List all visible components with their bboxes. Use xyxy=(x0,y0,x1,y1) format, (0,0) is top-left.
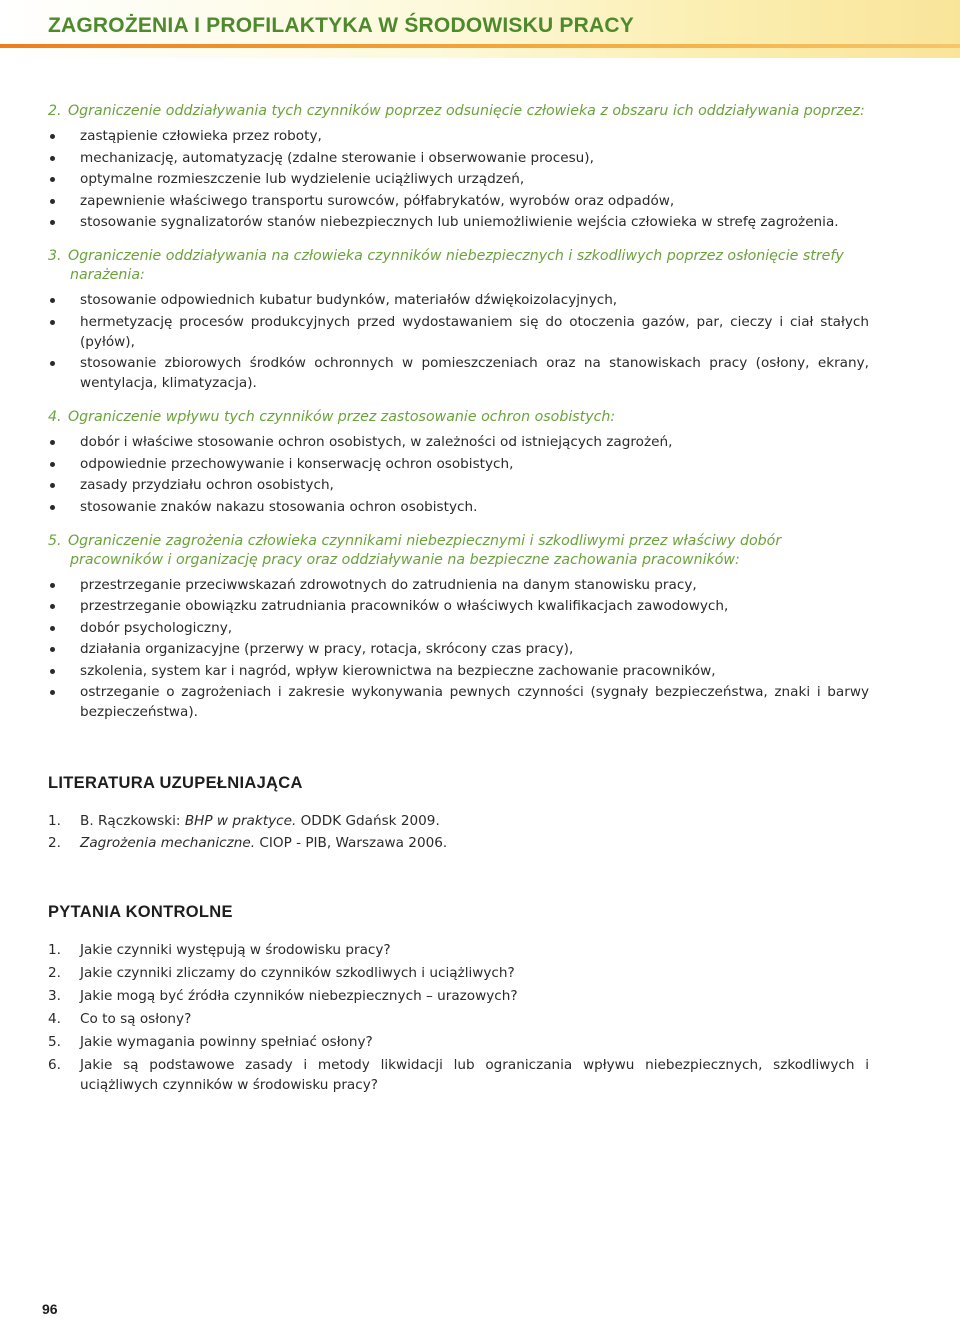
bullet-icon xyxy=(50,583,55,588)
section-5 xyxy=(48,532,869,723)
list-item xyxy=(48,682,869,722)
question-text: Jakie czynniki zliczamy do czynników szkodliwych i uciążliwych? xyxy=(80,964,515,981)
list-item-text: zasady przydziału ochron osobistych, xyxy=(80,477,334,493)
section-title xyxy=(48,532,869,570)
list-number: 1. xyxy=(48,813,61,829)
header-rule xyxy=(0,44,960,48)
list-item xyxy=(48,169,869,189)
page-number: 96 xyxy=(42,1301,58,1317)
bullet-icon xyxy=(50,320,55,325)
list-item-text: zapewnienie właściwego transportu surowców, półfabrykatów, wyrobów oraz odpadów, xyxy=(80,192,675,209)
list-item-text: stosowanie zbiorowych środków ochronnych w pomieszczeniach oraz na stanowiskach pracy (osłony, ekrany, wentylacja, klimatyzacja). xyxy=(80,355,869,391)
section-number: 2. xyxy=(48,103,62,119)
list-item xyxy=(48,963,869,983)
section-number: 4. xyxy=(48,409,62,425)
bullet-icon xyxy=(50,220,55,225)
reference-publisher: ODDK Gdańsk 2009. xyxy=(296,813,440,829)
bullet-list xyxy=(48,290,869,393)
bullet-icon xyxy=(50,647,55,652)
list-item-text: przestrzeganie obowiązku zatrudniania pracowników o właściwych kwalifikacjach zawodowych, xyxy=(80,598,729,614)
list-item xyxy=(48,986,869,1006)
list-item xyxy=(48,148,869,168)
list-item-text: mechanizację, automatyzację (zdalne sterowanie i obserwowanie procesu), xyxy=(80,149,594,166)
page-header-title: ZAGROŻENIA I PROFILAKTYKA W ŚRODOWISKU PRACY xyxy=(48,14,634,37)
list-number: 6. xyxy=(48,1056,61,1073)
bullet-icon xyxy=(50,690,55,695)
list-item xyxy=(48,661,869,681)
list-item-text: szkolenia, system kar i nagród, wpływ kierownictwa na bezpieczne zachowanie pracowników, xyxy=(80,662,716,679)
list-item xyxy=(48,1009,869,1029)
bullet-icon xyxy=(50,361,55,366)
list-item-text: stosowanie sygnalizatorów stanów niebezpiecznych lub uniemożliwienie wejścia człowieka w strefę zagrożenia. xyxy=(80,214,839,230)
bullet-list xyxy=(48,575,869,723)
bullet-icon xyxy=(50,199,55,204)
questions-heading: PYTANIA KONTROLNE xyxy=(48,902,233,921)
list-item xyxy=(48,475,869,495)
list-item-text: stosowanie odpowiednich kubatur budynków, materiałów dźwiękoizolacyjnych, xyxy=(80,292,618,308)
list-item-text: hermetyzację procesów produkcyjnych przed wydostawaniem się do otoczenia gazów, par, cieczy i ciał stałych (pyłów), xyxy=(80,313,869,350)
bullet-icon xyxy=(50,483,55,488)
list-item xyxy=(48,833,869,853)
list-item xyxy=(48,126,869,146)
section-number: 3. xyxy=(48,248,62,264)
question-text: Jakie wymagania powinny spełniać osłony? xyxy=(80,1033,373,1050)
question-text: Jakie czynniki występują w środowisku pracy? xyxy=(80,941,391,958)
section-2 xyxy=(48,102,869,232)
section-title xyxy=(48,102,869,121)
bullet-icon xyxy=(50,440,55,445)
list-number: 2. xyxy=(48,834,61,851)
list-number: 4. xyxy=(48,1010,61,1027)
section-title-text: Ograniczenie oddziaływania na człowieka czynników niebezpiecznych i szkodliwych poprzez osłonięcie strefy narażenia: xyxy=(68,248,844,283)
list-item-text: dobór i właściwe stosowanie ochron osobistych, w zależności od istniejących zagrożeń, xyxy=(80,434,673,450)
list-item xyxy=(48,454,869,474)
list-item-text: dobór psychologiczny, xyxy=(80,619,233,636)
literature-heading: LITERATURA UZUPEŁNIAJĄCA xyxy=(48,774,303,792)
bullet-icon xyxy=(50,669,55,674)
list-number: 3. xyxy=(48,987,61,1004)
list-item-text: optymalne rozmieszczenie lub wydzielenie uciążliwych urządzeń, xyxy=(80,171,525,187)
list-item xyxy=(48,940,869,960)
bullet-icon xyxy=(50,626,55,631)
literature-list xyxy=(48,811,869,853)
list-item xyxy=(48,497,869,517)
section-title-text: Ograniczenie zagrożenia człowieka czynnikami niebezpiecznymi i szkodliwymi przez właściwy dobór pracowników i organizację pracy oraz oddziaływanie na bezpieczne zachowania pracowników: xyxy=(68,532,782,568)
list-item xyxy=(48,575,869,595)
bullet-list xyxy=(48,126,869,232)
reference-title: BHP w praktyce. xyxy=(184,813,297,829)
bullet-icon xyxy=(50,298,55,303)
section-number: 5. xyxy=(48,532,62,549)
list-item xyxy=(48,191,869,211)
list-item xyxy=(48,290,869,310)
section-3 xyxy=(48,247,869,393)
list-item-text: działania organizacyjne (przerwy w pracy, rotacja, skrócony czas pracy), xyxy=(80,641,574,657)
list-number: 2. xyxy=(48,964,61,981)
page-content xyxy=(48,102,869,1098)
question-text: Jakie są podstawowe zasady i metody likwidacji lub ograniczania wpływu niebezpiecznych, szkodliwych i uciążliwych czynników w środowisku pracy? xyxy=(80,1056,869,1093)
questions-list xyxy=(48,940,869,1095)
bullet-icon xyxy=(50,177,55,182)
reference-title: Zagrożenia mechaniczne. xyxy=(80,834,256,851)
reference-publisher: CIOP - PIB, Warszawa 2006. xyxy=(255,834,448,851)
bullet-icon xyxy=(50,462,55,467)
list-item xyxy=(48,1055,869,1095)
list-item xyxy=(48,432,869,452)
section-4 xyxy=(48,408,869,517)
list-item-text: przestrzeganie przeciwwskazań zdrowotnych do zatrudnienia na danym stanowisku pracy, xyxy=(80,576,697,593)
list-item-text: odpowiednie przechowywanie i konserwację ochron osobistych, xyxy=(80,455,514,472)
section-title xyxy=(48,247,869,285)
bullet-icon xyxy=(50,156,55,161)
section-title-text: Ograniczenie oddziaływania tych czynników poprzez odsunięcie człowieka z obszaru ich oddziaływania poprzez: xyxy=(68,103,865,119)
section-title-text: Ograniczenie wpływu tych czynników przez zastosowanie ochron osobistych: xyxy=(68,409,616,425)
list-item xyxy=(48,312,869,352)
list-item xyxy=(48,639,869,659)
list-item-text: stosowanie znaków nakazu stosowania ochron osobistych. xyxy=(80,498,478,515)
list-number: 1. xyxy=(48,941,61,958)
section-title xyxy=(48,408,869,427)
reference-author: B. Rączkowski: xyxy=(80,813,185,829)
list-item xyxy=(48,596,869,616)
list-item xyxy=(48,811,869,831)
bullet-icon xyxy=(50,505,55,510)
bullet-icon xyxy=(50,134,55,139)
list-item-text: ostrzeganie o zagrożeniach i zakresie wykonywania pewnych czynności (sygnały bezpieczeństwa, znaki i barwy bezpieczeństwa). xyxy=(80,684,869,720)
list-item xyxy=(48,353,869,393)
bullet-icon xyxy=(50,604,55,609)
list-number: 5. xyxy=(48,1033,61,1050)
list-item xyxy=(48,1032,869,1052)
list-item xyxy=(48,618,869,638)
question-text: Jakie mogą być źródła czynników niebezpiecznych – urazowych? xyxy=(80,987,518,1004)
list-item xyxy=(48,212,869,232)
list-item-text: zastąpienie człowieka przez roboty, xyxy=(80,128,322,144)
bullet-list xyxy=(48,432,869,517)
question-text: Co to są osłony? xyxy=(80,1010,192,1027)
